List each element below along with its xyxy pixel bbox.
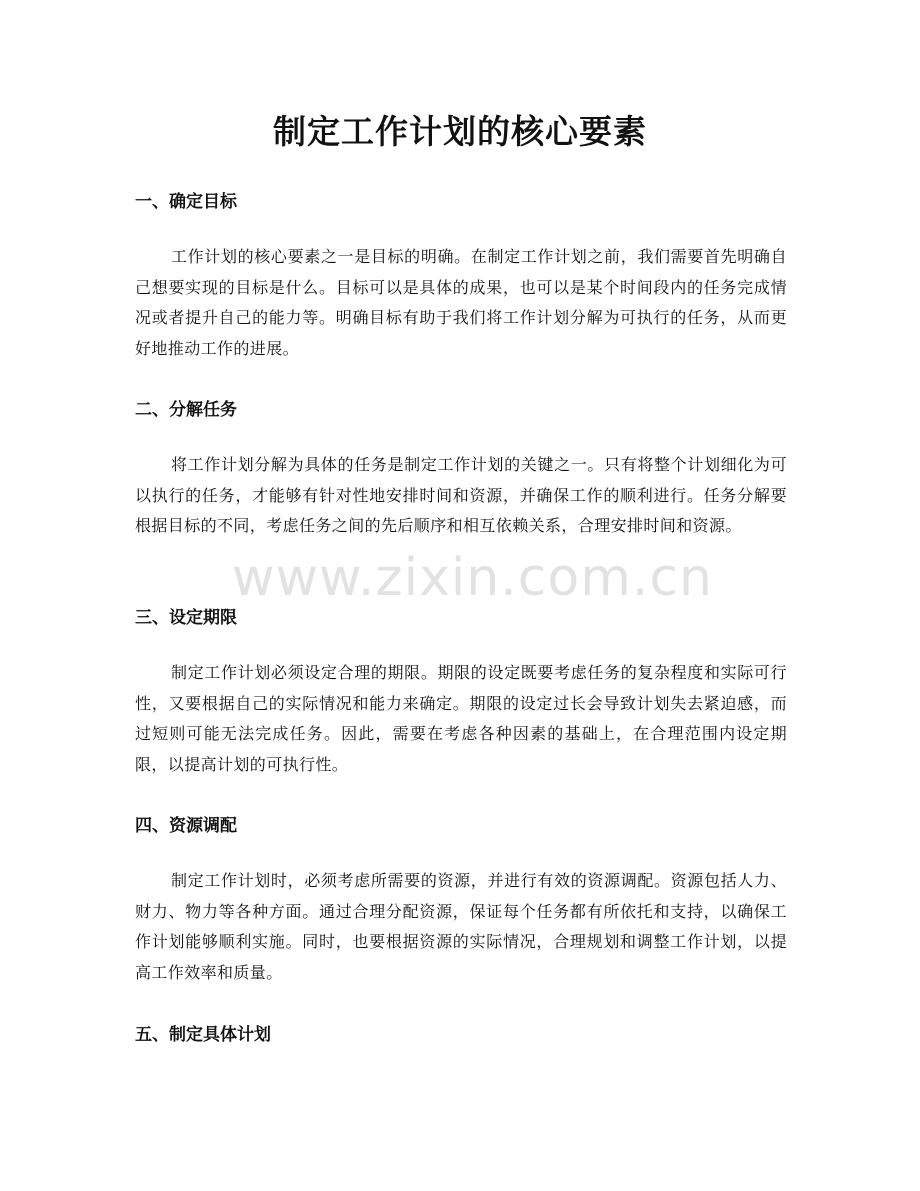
section-paragraph: 制定工作计划必须设定合理的期限。期限的设定既要考虑任务的复杂程度和实际可行性，又要根据自己的实际情况和能力来确定。期限的设定过长会导致计划失去紧迫感，而过短则可能无法完成任务。因此，需要在考虑各种因素的基础上，在合理范围内设定期限，以提高计划的可执行性。 xyxy=(135,663,787,774)
section-paragraph: 工作计划的核心要素之一是目标的明确。在制定工作计划之前，我们需要首先明确自己想要实现的目标是什么。目标可以是具体的成果，也可以是某个时间段内的任务完成情况或者提升自己的能力等。明确目标有助于我们将工作计划分解为可执行的任务，从而更好地推动工作的进展。 xyxy=(135,247,787,358)
section-heading: 二、分解任务 xyxy=(135,400,237,420)
section-paragraph: 将工作计划分解为具体的任务是制定工作计划的关键之一。只有将整个计划细化为可以执行的任务，才能够有针对性地安排时间和资源，并确保工作的顺利进行。任务分解要根据目标的不同，考虑任务之间的先后顺序和相互依赖关系，合理安排时间和资源。 xyxy=(135,455,787,535)
section-heading: 一、确定目标 xyxy=(135,192,237,212)
section-heading: 三、设定期限 xyxy=(135,608,237,628)
section-paragraph: 制定工作计划时，必须考虑所需要的资源，并进行有效的资源调配。资源包括人力、财力、物力等各种方面。通过合理分配资源，保证每个任务都有所依托和支持，以确保工作计划能够顺利实施。同时，也要根据资源的实际情况，合理规划和调整工作计划，以提高工作效率和质量。 xyxy=(135,871,787,982)
section-heading: 五、制定具体计划 xyxy=(135,1025,271,1045)
section-1 xyxy=(135,190,787,364)
watermark: www.zixin.com.cn xyxy=(232,548,713,608)
section-4 xyxy=(135,814,787,988)
section-3 xyxy=(135,606,787,780)
document-title: 制定工作计划的核心要素 xyxy=(273,112,647,151)
section-heading: 四、资源调配 xyxy=(135,816,237,836)
section-5 xyxy=(135,1023,787,1047)
section-2 xyxy=(135,398,787,542)
